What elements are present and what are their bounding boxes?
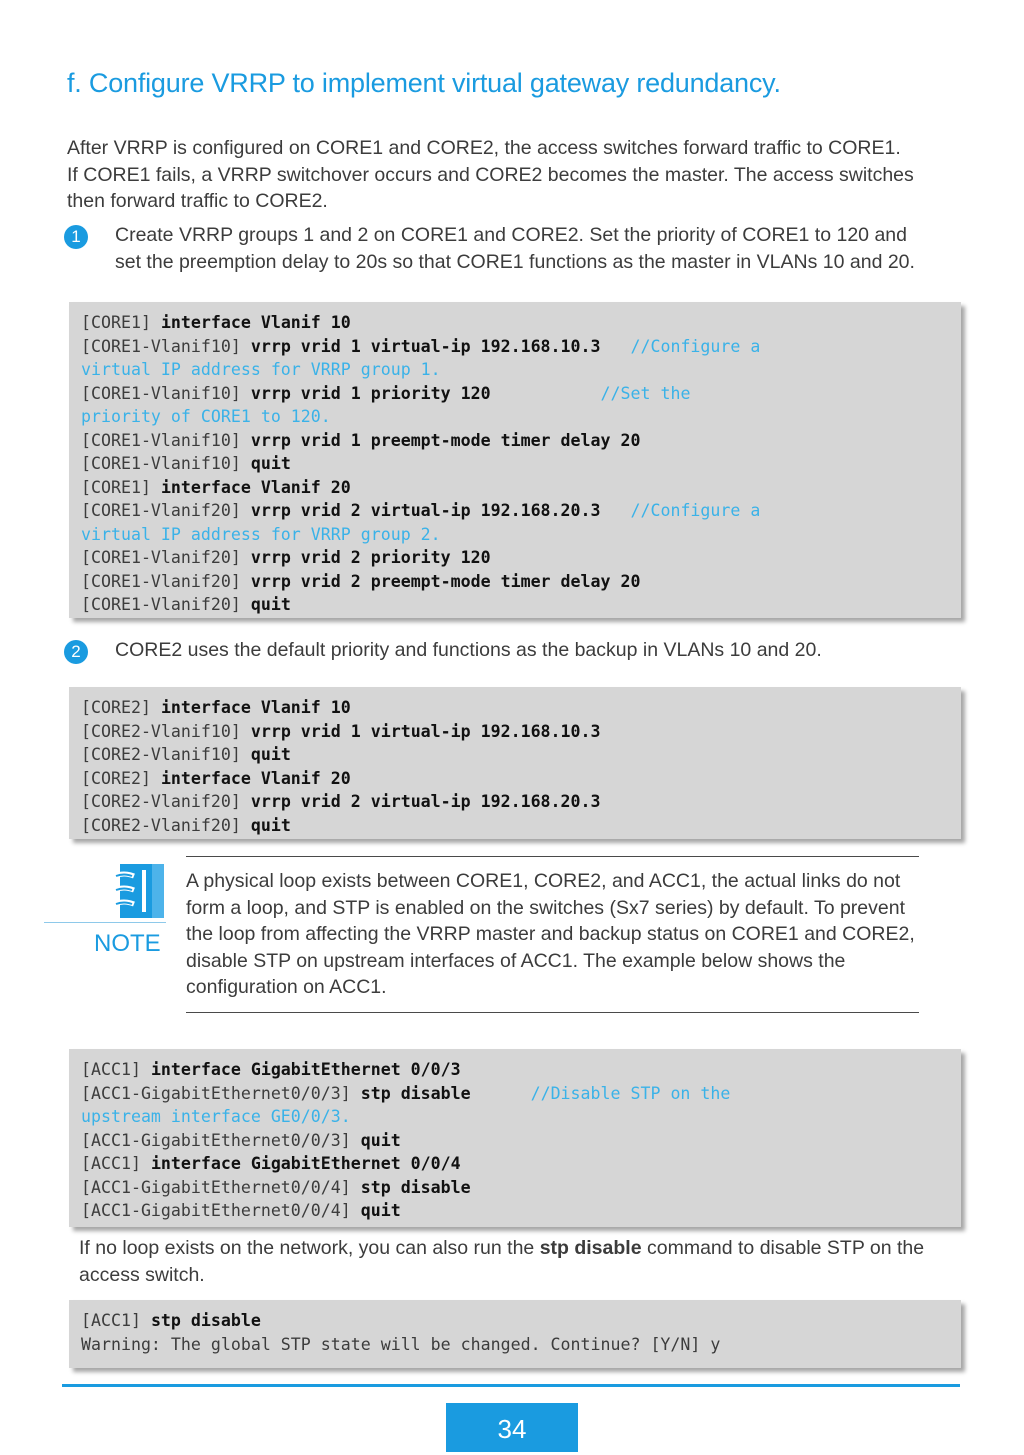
code-block-acc1 <box>69 1049 961 1227</box>
code-prompt: [CORE1-Vlanif10] <box>81 454 251 473</box>
code-line <box>81 570 961 594</box>
code-prompt: [CORE1] <box>81 313 161 332</box>
code-line <box>81 311 961 335</box>
footer-rule <box>62 1384 960 1387</box>
code-prompt: [CORE1-Vlanif20] <box>81 595 251 614</box>
code-command: interface GigabitEthernet 0/0/4 <box>150 1154 461 1173</box>
code-prompt: [CORE2-Vlanif10] <box>81 745 251 764</box>
code-command: interface GigabitEthernet 0/0/3 <box>150 1060 461 1079</box>
code-prompt: [ACC1] <box>81 1311 151 1330</box>
step-number-badge: 1 <box>64 225 88 249</box>
code-prompt: [ACC1-GigabitEthernet0/0/4] <box>81 1177 361 1197</box>
note-text: A physical loop exists between CORE1, CORE2, and ACC1, the actual links do not form a loop, and STP is enabled on the switches (Sx7 series) by default. To prevent the loop from affecting the VRRP master and backup status on CORE1 and CORE2, disable STP on upstream interfaces of ACC1. The example below shows the configuration on ACC1. <box>186 870 915 998</box>
code-prompt: [CORE1-Vlanif10] <box>81 430 251 450</box>
code-command: interface Vlanif 20 <box>160 477 351 497</box>
code-command: vrrp vrid 1 preempt-mode timer delay 20 <box>250 430 641 450</box>
code-command: quit <box>360 1130 401 1150</box>
code-prompt: [CORE1-Vlanif10] <box>81 383 251 403</box>
code-line <box>81 593 961 617</box>
code-line <box>81 335 961 382</box>
code-prompt: [CORE1] <box>81 477 161 497</box>
code-line <box>81 1176 961 1200</box>
code-line <box>81 1199 961 1223</box>
code-command: quit <box>360 1201 401 1220</box>
step-number-badge: 2 <box>64 640 88 664</box>
code-prompt: [CORE1-Vlanif20] <box>81 501 251 520</box>
intro-paragraph: After VRRP is configured on CORE1 and CORE2, the access switches forward traffic to CORE1. If CORE1 fails, a VRRP switchover occurs and CORE2 becomes the master. The access switches then forward traffic to CORE2. <box>67 137 914 212</box>
code-command: stp disable <box>360 1177 471 1197</box>
code-prompt: [CORE2-Vlanif20] <box>81 792 251 811</box>
code-line <box>81 1058 961 1082</box>
code-prompt: [ACC1-GigabitEthernet0/0/4] <box>81 1201 361 1220</box>
code-prompt: Warning: The global STP state will be changed. Continue? [Y/N] y <box>81 1334 721 1354</box>
code-line <box>81 429 961 453</box>
code-command: vrrp vrid 1 priority 120 <box>250 383 491 403</box>
code-command: interface Vlanif 20 <box>160 768 351 788</box>
code-line <box>81 452 961 476</box>
code-line <box>81 476 961 500</box>
note-top-rule <box>186 856 919 857</box>
code-line <box>81 1082 961 1129</box>
code-prompt: [CORE2] <box>81 698 161 717</box>
code-block-core2 <box>69 687 961 839</box>
code-prompt: [CORE1-Vlanif20] <box>81 571 251 591</box>
code-line <box>81 1152 961 1176</box>
code-prompt: [ACC1-GigabitEthernet0/0/3] <box>81 1083 361 1103</box>
page-number: 34 <box>446 1403 578 1452</box>
code-command: stp disable <box>150 1311 261 1330</box>
code-line <box>81 1129 961 1153</box>
code-command: vrrp vrid 2 preempt-mode timer delay 20 <box>250 571 641 591</box>
note-label-rule <box>44 922 166 923</box>
code-command: vrrp vrid 2 priority 120 <box>250 548 491 567</box>
code-command: vrrp vrid 1 virtual-ip 192.168.10.3 <box>250 336 601 356</box>
code-command: quit <box>250 454 291 473</box>
code-prompt: [CORE1-Vlanif10] <box>81 336 251 356</box>
code-prompt: [CORE2] <box>81 768 161 788</box>
code-command: interface Vlanif 10 <box>160 313 351 332</box>
code-comment: //Disable STP on the upstream interface GE0/0/3. <box>81 1083 731 1126</box>
code-prompt: [CORE2-Vlanif20] <box>81 815 251 835</box>
code-line <box>81 720 961 744</box>
code-prompt: [ACC1] <box>81 1154 151 1173</box>
stp-paragraph-text: If no loop exists on the network, you can also run the <box>79 1237 540 1259</box>
code-line <box>81 382 961 429</box>
code-prompt: [CORE2-Vlanif10] <box>81 721 251 741</box>
code-line <box>81 1309 961 1333</box>
stp-paragraph <box>79 1235 929 1288</box>
note-book-icon <box>112 862 166 920</box>
stp-command-bold: stp disable <box>539 1237 642 1259</box>
code-comment: //Set the priority of CORE1 to 120. <box>81 383 691 426</box>
code-block-core1 <box>69 302 961 618</box>
code-block-global-stp <box>69 1300 961 1368</box>
step-text: Create VRRP groups 1 and 2 on CORE1 and CORE2. Set the priority of CORE1 to 120 and set the preemption delay to 20s so that CORE1 functions as the master in VLANs 10 and 20. <box>115 224 915 273</box>
stp-paragraph-text-end: command to disable STP on the access switch. <box>79 1237 925 1286</box>
code-prompt: [CORE1-Vlanif20] <box>81 548 251 567</box>
section-heading: f. Configure VRRP to implement virtual gateway redundancy. <box>67 68 781 98</box>
code-line <box>81 546 961 570</box>
code-command: quit <box>250 595 291 614</box>
code-line <box>81 1333 961 1357</box>
code-line <box>81 790 961 814</box>
note-bottom-rule <box>186 1012 919 1013</box>
code-command: quit <box>250 745 291 764</box>
code-line <box>81 696 961 720</box>
step-text: CORE2 uses the default priority and functions as the backup in VLANs 10 and 20. <box>115 639 822 661</box>
code-command: quit <box>250 815 291 835</box>
code-prompt: [ACC1] <box>81 1060 151 1079</box>
note-label: NOTE <box>94 930 161 957</box>
code-line <box>81 499 961 546</box>
code-comment: //Configure a virtual IP address for VRRP group 1. <box>81 336 761 379</box>
code-command: stp disable <box>360 1083 471 1103</box>
code-command: interface Vlanif 10 <box>160 698 351 717</box>
code-comment: //Configure a virtual IP address for VRRP group 2. <box>81 501 761 544</box>
code-command: vrrp vrid 2 virtual-ip 192.168.20.3 <box>250 501 601 520</box>
code-line <box>81 814 961 838</box>
code-command: vrrp vrid 2 virtual-ip 192.168.20.3 <box>250 792 601 811</box>
code-prompt: [ACC1-GigabitEthernet0/0/3] <box>81 1130 361 1150</box>
code-command: vrrp vrid 1 virtual-ip 192.168.10.3 <box>250 721 601 741</box>
code-line <box>81 743 961 767</box>
code-line <box>81 767 961 791</box>
